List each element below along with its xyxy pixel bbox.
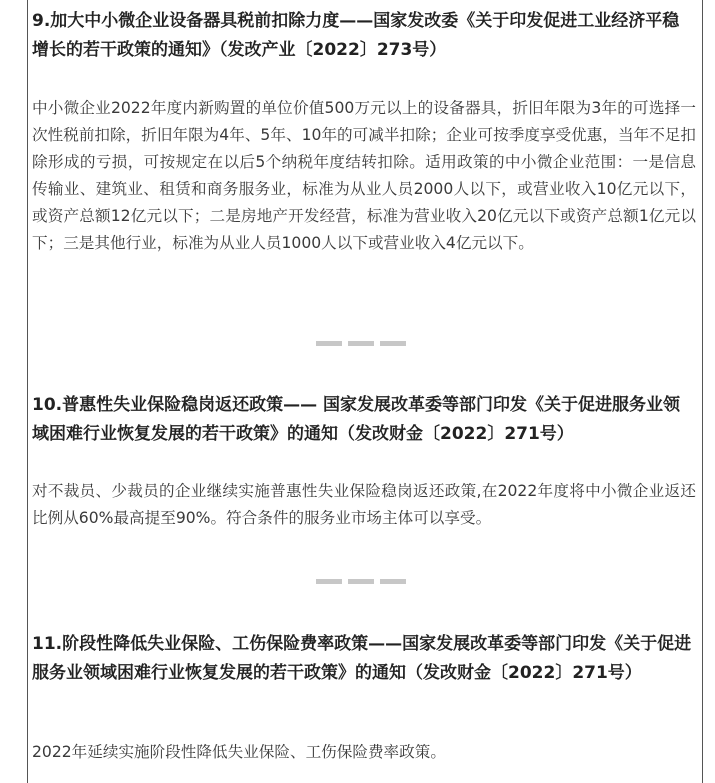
section-heading: 11.阶段性降低失业保险、工伤保险费率政策——国家发展改革委等部门印发《关于促进服务业领域困难行业恢复发展的若干政策》的通知（发改财金〔2022〕271号） xyxy=(32,634,692,683)
section-heading: 10.普惠性失业保险稳岗返还政策—— 国家发展改革委等部门印发《关于促进服务业领域困难行业恢复发展的若干政策》的通知（发改财金〔2022〕271号） xyxy=(32,395,681,444)
section-body: 中小微企业2022年度内新购置的单位价值500万元以上的设备器具，折旧年限为3年的可选择一次性税前扣除，折旧年限为4年、5年、10年的可减半扣除；企业可按季度享受优惠，当年不足扣除形成的亏损，可按规定在以后5个纳税年度结转扣除。适用政策的中小微企业范围：一是信息传输业、建筑业、租赁和商务服务业，标准为从业人员2000人以下，或营业收入10亿元以下，或资产总额12亿元以下；二是房地产开发经营，标准为营业收入20亿元以下或资产总额1亿元以下；三是其他行业，标准为从业人员1000人以下或营业收入4亿元以下。 xyxy=(32,99,696,252)
divider-dash xyxy=(380,341,406,346)
divider-dash xyxy=(316,341,342,346)
section-body: 对不裁员、少裁员的企业继续实施普惠性失业保险稳岗返还政策,在2022年度将中小微企业返还比例从60%最高提至90%。符合条件的服务业市场主体可以享受。 xyxy=(32,482,696,527)
divider-dash xyxy=(316,579,342,584)
policy-section-9 xyxy=(32,7,696,257)
section-divider xyxy=(316,341,406,346)
section-heading: 9.加大中小微企业设备器具税前扣除力度——国家发改委《关于印发促进工业经济平稳增长的若干政策的通知》（发改产业〔2022〕273号） xyxy=(32,11,680,60)
policy-section-11 xyxy=(32,630,696,766)
divider-dash xyxy=(348,579,374,584)
section-divider xyxy=(316,579,406,584)
divider-dash xyxy=(348,341,374,346)
policy-section-10 xyxy=(32,391,696,532)
divider-dash xyxy=(380,579,406,584)
section-body: 2022年延续实施阶段性降低失业保险、工伤保险费率政策。 xyxy=(32,743,446,761)
